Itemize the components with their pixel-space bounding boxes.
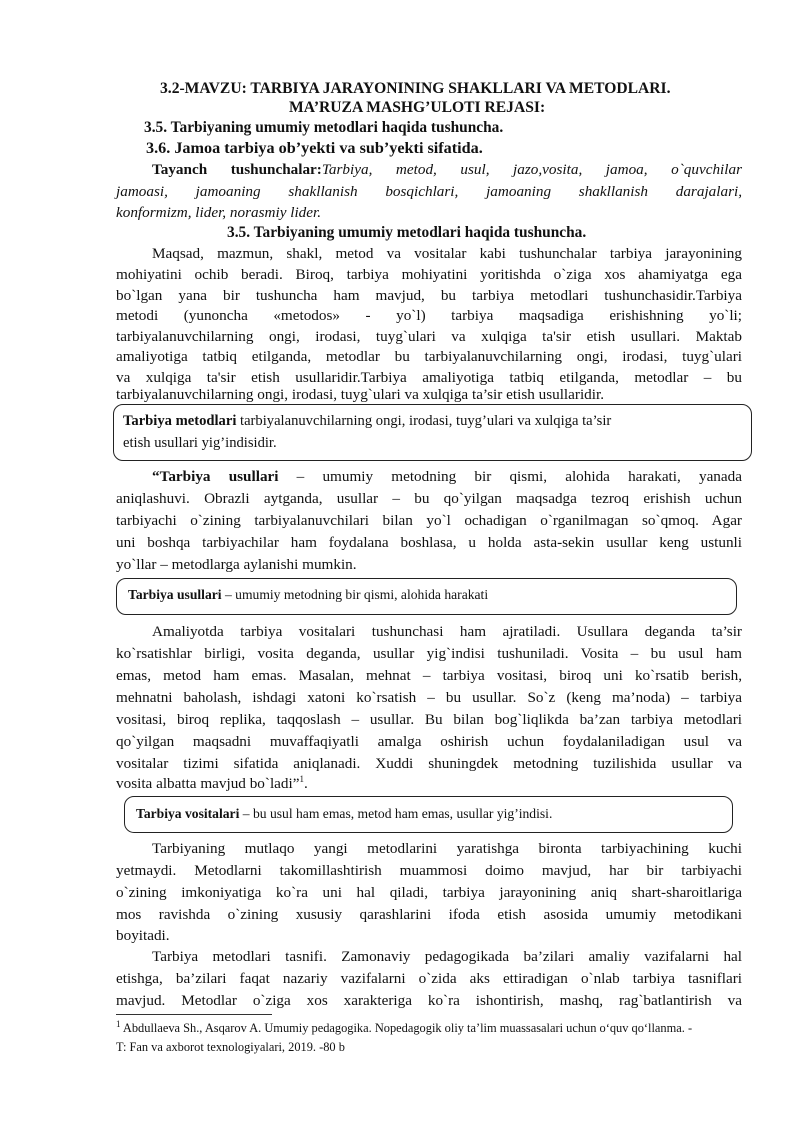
paragraph-1-line: bo`lgan yana bir tushuncha ham mavjud, bu tarbiya metodlari tushunchasidir.Tarbiya <box>116 287 742 304</box>
paragraph-2-line-1: “Tarbiya usullari – umumiy metodning bir qismi, alohida harakati, yanada <box>152 468 742 485</box>
box-2-term: Tarbiya usullari <box>128 587 222 602</box>
paragraph-1-line: tarbiyalanuvchilarning ongi, irodasi, tuyg`ulari va xulqiga ta’sir etish usullaridir. <box>116 386 605 403</box>
paragraph-4-line: mos ravishda o`zining xususiy qarashlarini ifoda etish asosida umumiy metodikani <box>116 906 742 923</box>
paragraph-3-line: Amaliyotda tarbiya vositalari tushunchasi ham ajratiladi. Usullara deganda ta’sir <box>152 623 742 640</box>
paragraph-2-line: yo`llar – metodlarga aylanishi mumkin. <box>116 556 357 573</box>
box-1-line-2: etish usullari yig’indisidir. <box>123 435 277 451</box>
paragraph-4-line: Tarbiyaning mutlaqo yangi metodlarini yaratishga bironta tarbiyachining kuchi <box>152 840 742 857</box>
paragraph-3-line: mehnatni baholash, ishdagi xatoni ko`rsatish – bu usullar. So`z (keng ma’noda) – tarbiya <box>116 689 742 706</box>
footnote-separator <box>116 1014 272 1015</box>
paragraph-1-line: amaliyotiga tatbiq etilganda, metodlar bu tarbiyalanuvchilarning ongi, irodasi, tuyg`ulari <box>116 348 742 365</box>
footnote-ref[interactable]: 1 <box>299 773 304 784</box>
paragraph-3-line: emas, metod ham emas. Masalan, mehnat – tarbiya vositasi, biroq uni ko`rsatib berish, <box>116 667 742 684</box>
paragraph-1-line: metodi (yunoncha «metodos» - yo`l) tarbiya maqsadiga erishishning yo`li; <box>116 307 742 324</box>
paragraph-1-line: Maqsad, mazmun, shakl, metod va vositalar kabi tushunchalar tarbiya jarayonining <box>152 245 742 262</box>
paragraph-3-line: ko`rsatishlar birligi, vosita deganda, usullar yig`indisi tushuniladi. Vosita – bu usul ham <box>116 645 742 662</box>
paragraph-1-line: va xulqiga ta'sir etish usullaridir.Tarbiya amaliyotiga tatbiq etilganda, metodlar – bu <box>116 369 742 386</box>
paragraph-2-line: uni boshqa tarbiyachilar ham foydalana boshlasa, u holda asta-sekin usullar keng ustunli <box>116 534 742 551</box>
box-1-term: Tarbiya metodlari <box>123 413 237 429</box>
paragraph-4-line: boyitadi. <box>116 927 170 944</box>
keywords-line-1: Tayanch tushunchalar:Tarbiya, metod, usul, jazo,vosita, jamoa, o`quvchilar <box>152 161 742 178</box>
definition-box-methods <box>113 404 752 461</box>
definition-box-vositalar <box>124 796 733 833</box>
box-1-line-1: Tarbiya metodlari tarbiyalanuvchilarning ongi, irodasi, tuyg’ulari va xulqiga ta’sir <box>123 413 612 429</box>
paragraph-5-line: Tarbiya metodlari tasnifi. Zamonaviy pedagogikada ba’zilari amaliy vazifalarni hal <box>152 948 742 965</box>
paragraph-5-line: etishga, ba’zilari faqat nazariy vazifalarni o`zida aks ettiradigan o`nlab tarbiya tasniflari <box>116 970 742 987</box>
keywords-label: Tayanch tushunchalar: <box>152 161 322 178</box>
paragraph-3-line: vositalar tizimi sifatida aniqlanadi. Xuddi shuningdek metodning tuzilishida usullar va <box>116 755 742 772</box>
paragraph-4-line: o`zining imkoniyatiga ko`ra uni hal qiladi, tarbiya jarayonining aniq shart-sharoitlariga <box>116 884 742 901</box>
paragraph-2-line: tarbiyachi o`zining tarbiyalanuvchilari bilan yo`l ochadigan o`rganilmagan so`qmoq. Agar <box>116 512 742 529</box>
paragraph-3-last-line: vosita albatta mavjud bo`ladi”$^1$. <box>116 773 308 792</box>
plan-item-2: 3.6. Jamoa tarbiya ob’yekti va sub’yekti sifatida. <box>146 139 483 157</box>
box-3-term: Tarbiya vositalari <box>136 806 240 821</box>
keywords-line-3: konformizm, lider, norasmiy lider. <box>116 204 322 221</box>
footnote-line-1: $^1$ Abdullaeva Sh., Asqarov A. Umumiy pedagogika. Nopedagogik oliy ta’lim muassasalari uchun o‘quv qo‘llanma. - <box>116 1018 693 1035</box>
plan-item-1: 3.5. Tarbiyaning umumiy metodlari haqida tushuncha. <box>144 119 504 136</box>
box-3-line: Tarbiya vositalari – bu usul ham emas, metod ham emas, usullar yig’indisi. <box>136 806 553 821</box>
lecture-plan-title: MA’RUZA MASHG’ULOTI REJASI: <box>289 99 546 116</box>
definition-box-usullar <box>116 578 737 615</box>
keywords-line-2: jamoasi, jamoaning shakllanish bosqichlari, jamoaning shakllanish darajalari, <box>116 183 742 200</box>
paragraph-5-line: mavjud. Metodlar o`ziga xos xarakteriga ko`ra ishontirish, mashq, rag`batlantirish va <box>116 992 742 1009</box>
footnote-line-2: T: Fan va axborot texnologiyalari, 2019. -80 b <box>116 1040 345 1054</box>
paragraph-1-line: mohiyatini ochib beradi. Biroq, tarbiya mohiyatini yoritishda o`ziga xos ahamiyatga ega <box>116 266 742 283</box>
paragraph-3-line: vositasi, biroq replika, taqqoslash – usullar. Bu bilan bog`liqlikda ba’zan tarbiya metodlari <box>116 711 742 728</box>
paragraph-2-lead: “Tarbiya usullari <box>152 468 279 485</box>
section-heading: 3.5. Tarbiyaning umumiy metodlari haqida tushuncha. <box>227 224 587 241</box>
footnote-mark: 1 <box>116 1018 121 1029</box>
box-2-line: Tarbiya usullari – umumiy metodning bir qismi, alohida harakati <box>128 587 489 602</box>
paragraph-2-line: aniqlashuvi. Obrazli aytganda, usullar – bu qo`yilgan maqsadga tezroq erishish uchun <box>116 490 742 507</box>
paragraph-3-line: qo`yilgan maqsadni muvaffaqiyatli amalga oshirish uchun foydalaniladigan usul va <box>116 733 742 750</box>
paragraph-4-line: yetmaydi. Metodlarni takomillashtirish muammosi doimo mavjud, har bir tarbiyachi <box>116 862 742 879</box>
paragraph-1-line: tarbiyalanuvchilarning ongi, irodasi, tuyg`ulari va xulqiga ta'sir etish usullari. Maktab <box>116 328 742 345</box>
topic-title: 3.2-MAVZU: TARBIYA JARAYONINING SHAKLLARI VA METODLARI. <box>160 80 671 97</box>
